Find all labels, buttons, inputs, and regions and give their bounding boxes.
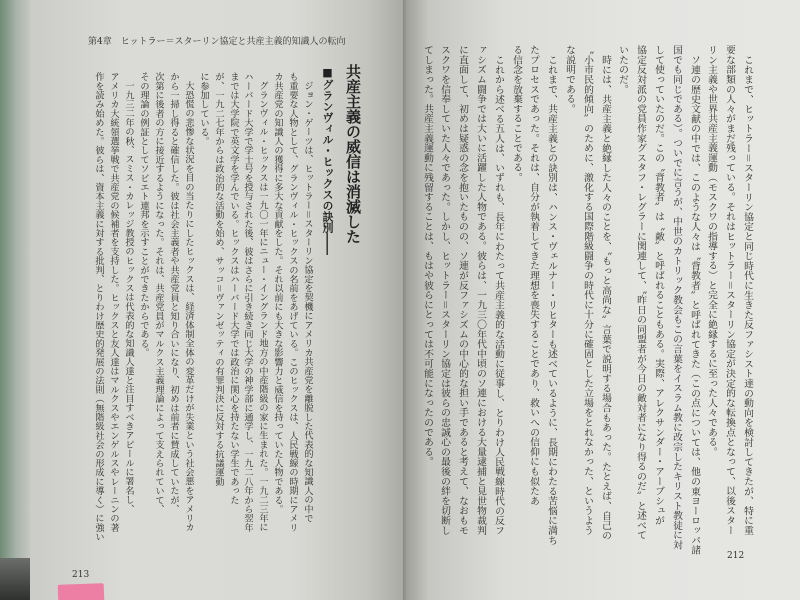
section-title: 共産主義の威信は消滅した [344,64,362,244]
text-column: ハーバード大学で学士号を授与された後、彼はさらに引き続き同じ大学の神学部に通学し、一九二八年から翌年 [242,72,253,532]
text-column: る信念を放棄することである。 [511,45,522,183]
text-column: グランヴィル・ヒックスは一九〇一年にニュー・イングランド地方の中産階級の家に生まれた。一九二三年に [257,81,268,532]
text-column: これまで、ヒットラー＝スターリン協定と同じ時代に生きた反ファシスト達の動向を検討してきたが、特に重 [742,54,753,535]
text-column: その理論の例証としてソビエト連邦を示すことができたからである。 [138,72,149,358]
text-column: スクワを信奉していた人々であった。しかし、ヒットラー＝スターリン協定は彼らの忠誠心の最後の絆を切断し [439,45,450,535]
text-column: 時には、共産主義と絶縁した人々のことを、〝もっと高尚な〟言葉で説明する場合もあった。たとえば、自己の [600,54,611,540]
text-column: 〝小市民的傾向〟のために、激化する国際階級闘争の時代に十分に確固とした立場をとれなかった、というよう [582,45,593,535]
text-column: てしまった。共産主義運動に残留することは、もはや彼らにとっては不可能になったのである。 [422,45,433,467]
text-column: 次第に後者の方に接近するようになった。それは、共産党員がマルクス主義理論によって支えられていて、 [153,72,164,514]
left-page [30,0,405,600]
page-number: 212 [727,551,745,561]
text-column: アメリカ大統領選挙戦で共産党の候補者を支持した。ヒックスと友人達はマルクスやエンゲルスやレーニンの著 [108,72,119,532]
text-column: から一掃し得ると確信した。彼は社会主義者や共産党員と知り合いになり、初めは前者に賛成していたが、 [168,72,179,514]
text-column: に参加している。 [198,72,209,146]
text-column: 作を読み始めた。彼らは、資本主義に対する批判、とりわけ歴史的発展の法則（無階級社会の形成に導く）に強い [93,72,104,542]
text-column: カ共産党の知識人の獲得に多大な貢献をした。それ以前にも大きな影響力と威信を持っていた人物である。 [272,72,283,514]
text-column: いたのだ。 [617,45,628,94]
running-head: 第4章 ヒットラー＝スターリン協定と共産主義的知識人の転向 [88,37,346,47]
text-column: ァシズム闘争では大いに活躍した人物である。彼らは、一九三〇年代中頃のソ連における大量逮捕と見世物裁判 [475,45,486,535]
right-page [405,0,800,600]
text-column: リン主義や世界共産主義運動（モスクワの指導する）と完全に絶縁するに至った人々である。 [706,45,717,457]
text-column: までは大学院で英文学を学んでいる。ヒックスはハーバード大学では政治に関心を持たない学生であった [228,72,239,505]
page-stack-edge [0,0,30,600]
text-column: 要な部類の人々がまだ残っている。それはヒットラー＝スターリン協定が決定的な転換点となって、以後スター [724,45,735,535]
text-column: して使っていたのだ。この〝背教者〟は〝敵〟と呼ばれることもある。実際、アレクサンダー・アーブシュが [653,45,664,526]
page-number: 213 [72,570,90,580]
text-column: これから述べる五人は、いずれも、長年にわたって共産主義的な活動に従事し、とりわけ人民戦線時代の反フ [493,54,504,535]
text-column: 国でも同じである）。ついでに言うが、中世のカトリック教会もこの言葉をイスラム教に改宗したキリスト教徒に対 [671,45,682,550]
book-gutter [403,0,406,600]
text-column: 一九三二年の秋、スミス・カレッジ教授のヒックスは代表的な知識人達と注目すべきアピールに署名し、 [123,81,134,514]
text-column: たプロセスであった。それは、自分が執着してきた理想を喪失することであり、救いへの信仰にも似たあ [528,45,539,506]
text-column: が、一九二七年からは政治的な活動を始め、サッコ＝ヴァンゼッティの有罪判決に反対する抗議運動 [213,72,224,486]
text-column: 大恐慌の悲惨な状況を目の当たりにしたヒックスは、経済体制全体の変革だけが失業という社会悪をアメリカ [183,81,194,532]
corner-shadow [0,558,32,600]
section-subtitle: ■グランヴィル・ヒックスの訣別―― [321,66,334,255]
text-column: これまで、共産主義との訣別は、ハンス・ヴェルナー・リヒターも述べているように、長期にわたる苦悩に満ち [546,54,557,545]
text-column: ソ連の歴史文献の中では、このような人々は〝背教者〟と呼ばれてきた（この点については、他の東ヨーロッパ諸 [689,54,700,555]
text-column: に直面して、初めは疑惑の念を抱いたものの、ソ連が反ファシズムの中心的な担い手であると考えて、なおもモ [457,45,468,535]
sticky-note-tab [58,583,105,600]
text-column: な説明である。 [564,45,575,114]
text-column: も重要な人物として、グランヴィル・ヒックスの名前をあげている。このヒックスは、人民戦線の時期にアメリ [287,72,298,532]
text-column: 協定反対派の党員作家グスタフ・レグラーに関連して、〝昨日の同盟者が今日の敵対者になり得るのだ〟と述べて [635,45,646,540]
text-column: ジョン・ゲーツは、ヒットラー＝スターリン協定を契機にアメリカ共産党を離脱した代表的な知識人の中で [302,81,313,523]
